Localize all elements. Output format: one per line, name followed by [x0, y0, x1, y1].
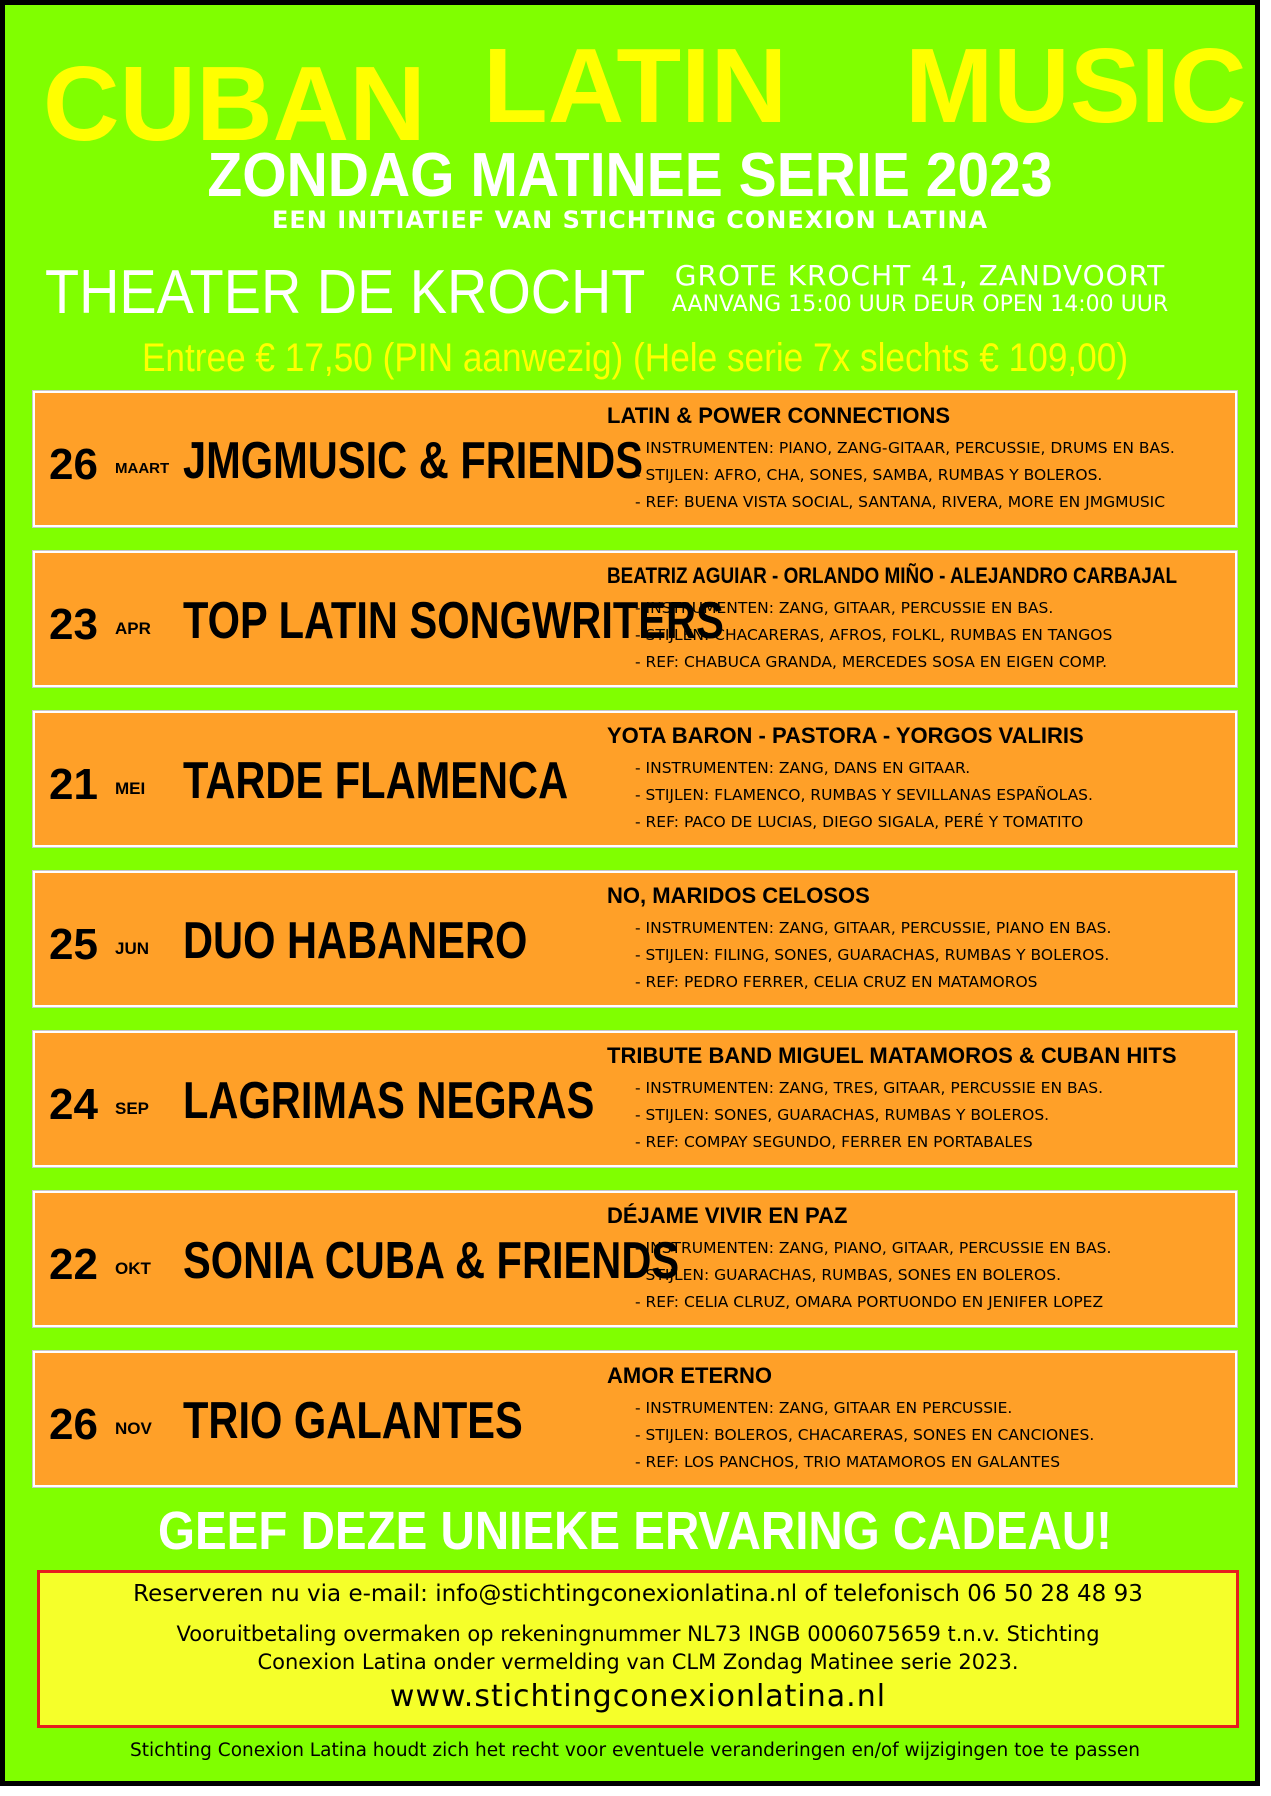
- event-artist: TARDE FLAMENCA: [183, 752, 569, 810]
- event-month: NOV: [115, 1419, 152, 1438]
- payment-line-1: Vooruitbetaling overmaken op rekeningnummer NL73 INGB 0006075659 t.n.v. Stichting: [176, 1622, 1100, 1646]
- gift-callout: GEEF DEZE UNIEKE ERVARING CADEAU!: [157, 1501, 1113, 1561]
- event-month: OKT: [115, 1259, 151, 1278]
- event-details: [635, 595, 1112, 676]
- event-day: 21: [49, 760, 98, 809]
- event-card: [33, 1191, 1237, 1327]
- event-styles: - STIJLEN: GUARACHAS, RUMBAS, SONES EN BOLEROS.: [635, 1262, 1111, 1289]
- event-month: MEI: [115, 779, 146, 798]
- event-headline: NO, MARIDOS CELOSOS: [607, 883, 870, 908]
- reservation-info-box: [37, 1570, 1239, 1728]
- event-details: [635, 1075, 1103, 1156]
- event-headline: YOTA BARON - PASTORA - YORGOS VALIRIS: [607, 723, 1084, 748]
- payment-instructions: [40, 1620, 1236, 1676]
- event-details: [635, 1235, 1111, 1316]
- event-details: [635, 1395, 1094, 1476]
- event-instruments: - INSTRUMENTEN: PIANO, ZANG-GITAAR, PERCUSSIE, DRUMS EN BAS.: [635, 435, 1175, 462]
- event-references: - REF: COMPAY SEGUNDO, FERRER EN PORTABALES: [635, 1129, 1103, 1156]
- initiative-line: EEN INITIATIEF VAN STICHTING CONEXION LATINA: [271, 206, 989, 234]
- main-title: [43, 27, 1247, 163]
- event-styles: - STIJLEN: SONES, GUARACHAS, RUMBAS Y BOLEROS.: [635, 1102, 1103, 1129]
- event-references: - REF: LOS PANCHOS, TRIO MATAMOROS EN GALANTES: [635, 1449, 1094, 1476]
- reservation-line: Reserveren nu via e-mail: info@stichtingconexionlatina.nl of telefonisch 06 50 28 48 93: [133, 1581, 1143, 1607]
- event-headline: TRIBUTE BAND MIGUEL MATAMOROS & CUBAN HITS: [607, 1043, 1177, 1068]
- event-artist: DUO HABANERO: [183, 912, 528, 970]
- event-day: 26: [49, 440, 98, 489]
- event-day: 25: [49, 920, 98, 969]
- payment-line-2: Conexion Latina onder vermelding van CLM Zondag Matinee serie 2023.: [257, 1650, 1019, 1674]
- event-references: - REF: BUENA VISTA SOCIAL, SANTANA, RIVERA, MORE EN JMGMUSIC: [635, 489, 1175, 516]
- event-card: [33, 1351, 1237, 1487]
- event-styles: - STIJLEN: FILING, SONES, GUARACHAS, RUMBAS Y BOLEROS.: [635, 942, 1111, 969]
- event-styles: - STIJLEN: FLAMENCO, RUMBAS Y SEVILLANAS ESPAÑOLAS.: [635, 782, 1093, 809]
- venue-address: GROTE KROCHT 41, ZANDVOORT: [674, 259, 1166, 292]
- venue-times: AANVANG 15:00 UUR DEUR OPEN 14:00 UUR: [671, 292, 1169, 317]
- event-day: 23: [49, 600, 98, 649]
- event-month: MAART: [115, 460, 170, 477]
- title-word-cuban: CUBAN: [43, 45, 426, 163]
- event-month: SEP: [115, 1099, 150, 1118]
- event-styles: - STIJLEN: CHACARERAS, AFROS, FOLKL, RUMBAS EN TANGOS: [635, 622, 1112, 649]
- event-day: 26: [49, 1400, 98, 1449]
- event-styles: - STIJLEN: BOLEROS, CHACARERAS, SONES EN CANCIONES.: [635, 1422, 1094, 1449]
- event-instruments: - INSTRUMENTEN: ZANG, PIANO, GITAAR, PERCUSSIE EN BAS.: [635, 1235, 1111, 1262]
- event-card: [33, 551, 1237, 687]
- event-day: 22: [49, 1240, 98, 1289]
- event-details: [635, 755, 1093, 836]
- event-headline: LATIN & POWER CONNECTIONS: [607, 403, 951, 428]
- event-month: JUN: [115, 939, 150, 958]
- event-artist: TRIO GALANTES: [183, 1392, 523, 1450]
- event-day: 24: [49, 1080, 98, 1129]
- event-artist: SONIA CUBA & FRIENDS: [183, 1232, 680, 1290]
- event-details: [635, 915, 1111, 996]
- event-references: - REF: CHABUCA GRANDA, MERCEDES SOSA EN EIGEN COMP.: [635, 649, 1112, 676]
- event-instruments: - INSTRUMENTEN: ZANG, TRES, GITAAR, PERCUSSIE EN BAS.: [635, 1075, 1103, 1102]
- event-details: [635, 435, 1175, 516]
- event-card: [33, 871, 1237, 1007]
- series-subtitle: ZONDAG MATINEE SERIE 2023: [207, 141, 1053, 210]
- event-references: - REF: CELIA CLRUZ, OMARA PORTUONDO EN JENIFER LOPEZ: [635, 1289, 1111, 1316]
- event-headline: BEATRIZ AGUIAR - ORLANDO MIÑO - ALEJANDRO CARBAJAL: [607, 563, 1178, 588]
- price-line: Entree € 17,50 (PIN aanwezig) (Hele serie 7x slechts € 109,00): [141, 336, 1129, 380]
- disclaimer: Stichting Conexion Latina houdt zich het recht voor eventuele veranderingen en/of wijzigingen toe te passen: [130, 1740, 1140, 1761]
- event-instruments: - INSTRUMENTEN: ZANG, DANS EN GITAAR.: [635, 755, 1093, 782]
- event-card: [33, 1031, 1237, 1167]
- event-styles: - STIJLEN: AFRO, CHA, SONES, SAMBA, RUMBAS Y BOLEROS.: [635, 462, 1175, 489]
- event-headline: DÉJAME VIVIR EN PAZ: [607, 1203, 848, 1228]
- venue-name: THEATER DE KROCHT: [45, 258, 646, 327]
- title-word-latin: LATIN: [483, 27, 788, 145]
- event-artist: TOP LATIN SONGWRITERS: [183, 592, 724, 650]
- event-card: [33, 711, 1237, 847]
- event-references: - REF: PEDRO FERRER, CELIA CRUZ EN MATAMOROS: [635, 969, 1111, 996]
- venue-address-block: [605, 261, 1235, 319]
- event-instruments: - INSTRUMENTEN: ZANG, GITAAR EN PERCUSSIE.: [635, 1395, 1094, 1422]
- event-references: - REF: PACO DE LUCIAS, DIEGO SIGALA, PERÉ Y TOMATITO: [635, 809, 1093, 836]
- event-month: APR: [115, 619, 151, 638]
- website-url: www.stichtingconexionlatina.nl: [389, 1679, 887, 1714]
- event-headline: AMOR ETERNO: [607, 1363, 772, 1388]
- event-card: [33, 391, 1237, 527]
- event-instruments: - INSTRUMENTEN: ZANG, GITAAR, PERCUSSIE, PIANO EN BAS.: [635, 915, 1111, 942]
- event-artist: JMGMUSIC & FRIENDS: [183, 432, 643, 490]
- event-artist: LAGRIMAS NEGRAS: [183, 1072, 595, 1130]
- title-word-music: MUSIC: [905, 27, 1247, 145]
- event-instruments: - INSTRUMENTEN: ZANG, GITAAR, PERCUSSIE EN BAS.: [635, 595, 1112, 622]
